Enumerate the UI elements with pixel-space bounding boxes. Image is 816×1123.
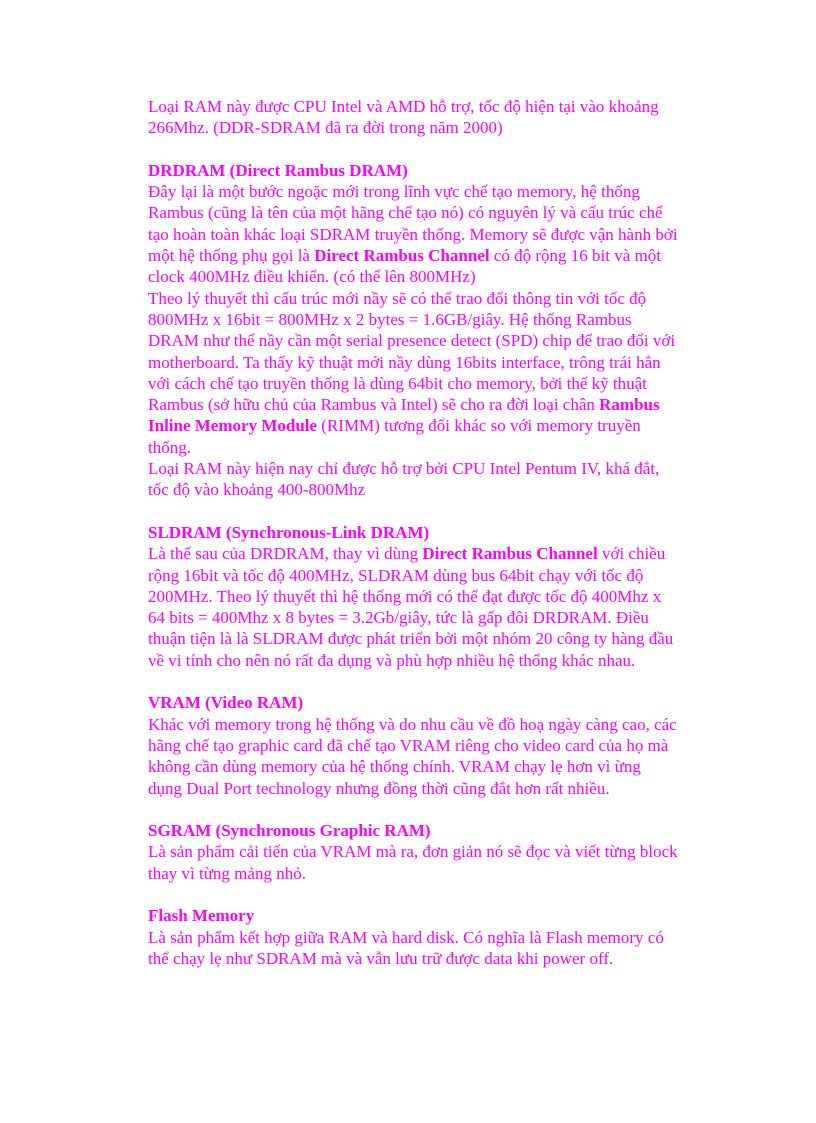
flash-memory-heading: Flash Memory [148, 906, 255, 926]
vram-heading: VRAM (Video RAM) [148, 693, 304, 713]
spacer [148, 501, 678, 522]
direct-rambus-channel-term: Direct Rambus Channel [422, 544, 598, 564]
spacer [148, 671, 678, 692]
drdram-heading: DRDRAM (Direct Rambus DRAM) [148, 160, 408, 180]
flash-memory-paragraph-1: Là sản phẩm kết hợp giữa RAM và hard disk. Có nghĩa là Flash memory có thể chạy lẹ như SDRAM mà và vẫn lưu trữ được data khi power off. [148, 927, 664, 968]
sldram-heading: SLDRAM (Synchronous-Link DRAM) [148, 522, 430, 542]
spacer [148, 799, 678, 820]
drdram-paragraph-3: Loại RAM này hiện nay chỉ được hỗ trợ bởi CPU Intel Pentum IV, khá đắt, tốc độ vào khoảng 400-800Mhz [148, 459, 660, 500]
sgram-paragraph-1: Là sản phẩm cải tiến của VRAM mà ra, đơn giản nó sẽ đọc và viết từng block thay vì từng mảng nhỏ. [148, 842, 678, 883]
vram-paragraph-1: Khác với memory trong hệ thống và do nhu cầu về đồ hoạ ngày càng cao, các hãng chế tạo graphic card đã chế tạo VRAM riêng cho video card của họ mà không cần dùng memory của hệ thống chính. VRAM chạy lẹ hơn vì ừng dụng Dual Port technology nhưng đồng thời cũng đắt hơn rất nhiều. [148, 714, 677, 798]
document-page [148, 96, 678, 969]
intro-paragraph: Loại RAM này được CPU Intel và AMD hỗ trợ, tốc độ hiện tại vào khoảng 266Mhz. (DDR-SDRAM đã ra đời trong năm 2000) [148, 97, 659, 138]
sgram-heading: SGRAM (Synchronous Graphic RAM) [148, 821, 431, 841]
direct-rambus-channel-term: Direct Rambus Channel [314, 246, 490, 266]
spacer [148, 139, 678, 160]
drdram-paragraph-2: Theo lý thuyết thì cấu trúc mới nầy sẽ có thể trao đổi thông tin với tốc độ 800MHz x 16bit = 800MHz x 2 bytes = 1.6GB/giây. Hệ thống Rambus DRAM như thế nầy cần một serial presence detect (SPD) chip để trao đổi với motherboard. Ta thấy kỹ thuật mới nầy dùng 16bits interface, trông trái hẳn với cách chế tạo truyền thống là dùng 64bit cho memory, bởi thế kỹ thuật Rambus (sở hữu chủ của Rambus và Intel) sẽ cho ra đời loại chân Rambus Inline Memory Module (RIMM) tương đối khác so với memory truyền thống. [148, 288, 676, 457]
rimm-term: Rambus Inline Memory Module [148, 395, 660, 436]
drdram-paragraph-1: Đây lại là một bước ngoặc mới trong lĩnh vực chế tạo memory, hệ thống Rambus (cũng là tên của một hãng chế tạo nó) có nguyên lý và cấu trúc chế tạo hoàn toàn khác loại SDRAM truyền thống. Memory sẽ được vận hành bởi một hệ thống phụ gọi là Direct Rambus Channel có độ rộng 16 bit và một clock 400MHz điều khiển. (có thể lên 800MHz) [148, 182, 678, 287]
spacer [148, 884, 678, 905]
sldram-paragraph-1: Là thế sau của DRDRAM, thay vì dùng Direct Rambus Channel với chiều rộng 16bit và tốc độ 400MHz, SLDRAM dùng bus 64bit chạy với tốc độ 200MHz. Theo lý thuyết thì hệ thống mới có thể đạt được tốc độ 400Mhz x 64 bits = 400Mhz x 8 bytes = 3.2Gb/giây, tức là gấp đôi DRDRAM. Điều thuận tiện là là SLDRAM được phát triển bởi một nhóm 20 công ty hàng đầu về vi tính cho nên nó rất đa dụng và phù hợp nhiều hệ thống khác nhau. [148, 544, 674, 670]
